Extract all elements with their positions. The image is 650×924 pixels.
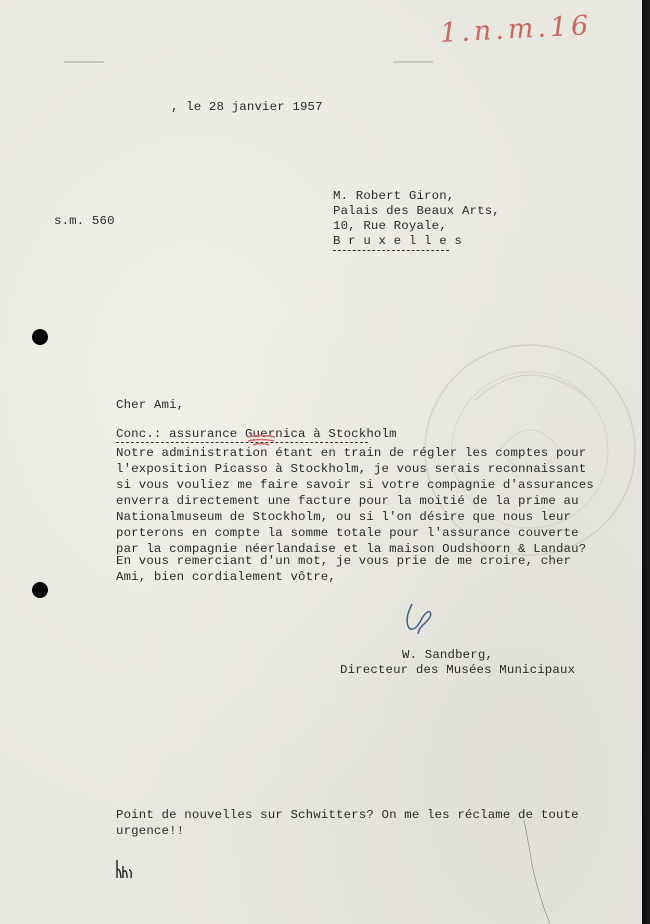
postscript-line: urgence!! [116,824,185,838]
body-line: enverra directement une facture pour la moitié de la prime au [116,494,579,508]
subject-line: Conc.: assurance Guernica à Stockholm [116,427,397,441]
recipient-city: B r u x e l l e s [333,234,462,248]
recipient-street: 10, Rue Royale, [333,219,447,233]
date-line: , le 28 janvier 1957 [171,100,323,114]
signatory-title: Directeur des Musées Municipaux [340,663,576,677]
signatory-name: W. Sandberg, [402,648,494,662]
body-line: Notre administration étant en train de régler les comptes pour [116,446,587,460]
red-pencil-mark-icon [245,434,277,446]
fold-mark-right [393,61,433,63]
fold-mark-left [64,61,104,63]
typist-initials-icon [114,858,134,880]
salutation: Cher Ami, [116,398,185,412]
closing-line: En vous remerciant d'un mot, je vous prie de me croire, cher [116,554,572,568]
paper-crease [520,820,570,924]
punch-hole-bottom [32,582,48,598]
recipient-institution: Palais des Beaux Arts, [333,204,500,218]
body-line: porterons en compte la somme totale pour l'assurance couverte [116,526,579,540]
postscript-line: Point de nouvelles sur Schwitters? On me les réclame de toute [116,808,579,822]
city-underline [333,250,449,251]
recipient-name: M. Robert Giron, [333,189,455,203]
closing-line: Ami, bien cordialement vôtre, [116,570,336,584]
handwritten-archive-reference: 1.n.m.16 [439,10,593,49]
body-line: par la compagnie néerlandaise et la maison Oudshoorn & Landau? [116,542,587,556]
reference-number: s.m. 560 [54,214,115,228]
subject-underline [116,442,368,443]
body-line: si vous vouliez me faire savoir si votre compagnie d'assurances [116,478,594,492]
scan-edge [642,0,646,924]
body-line: l'exposition Picasso à Stockholm, je vous serais reconnaissant [116,462,587,476]
handwritten-signature-icon [400,598,436,640]
body-line: Nationalmuseum de Stockholm, ou si l'on désire que nous leur [116,510,572,524]
punch-hole-top [32,329,48,345]
